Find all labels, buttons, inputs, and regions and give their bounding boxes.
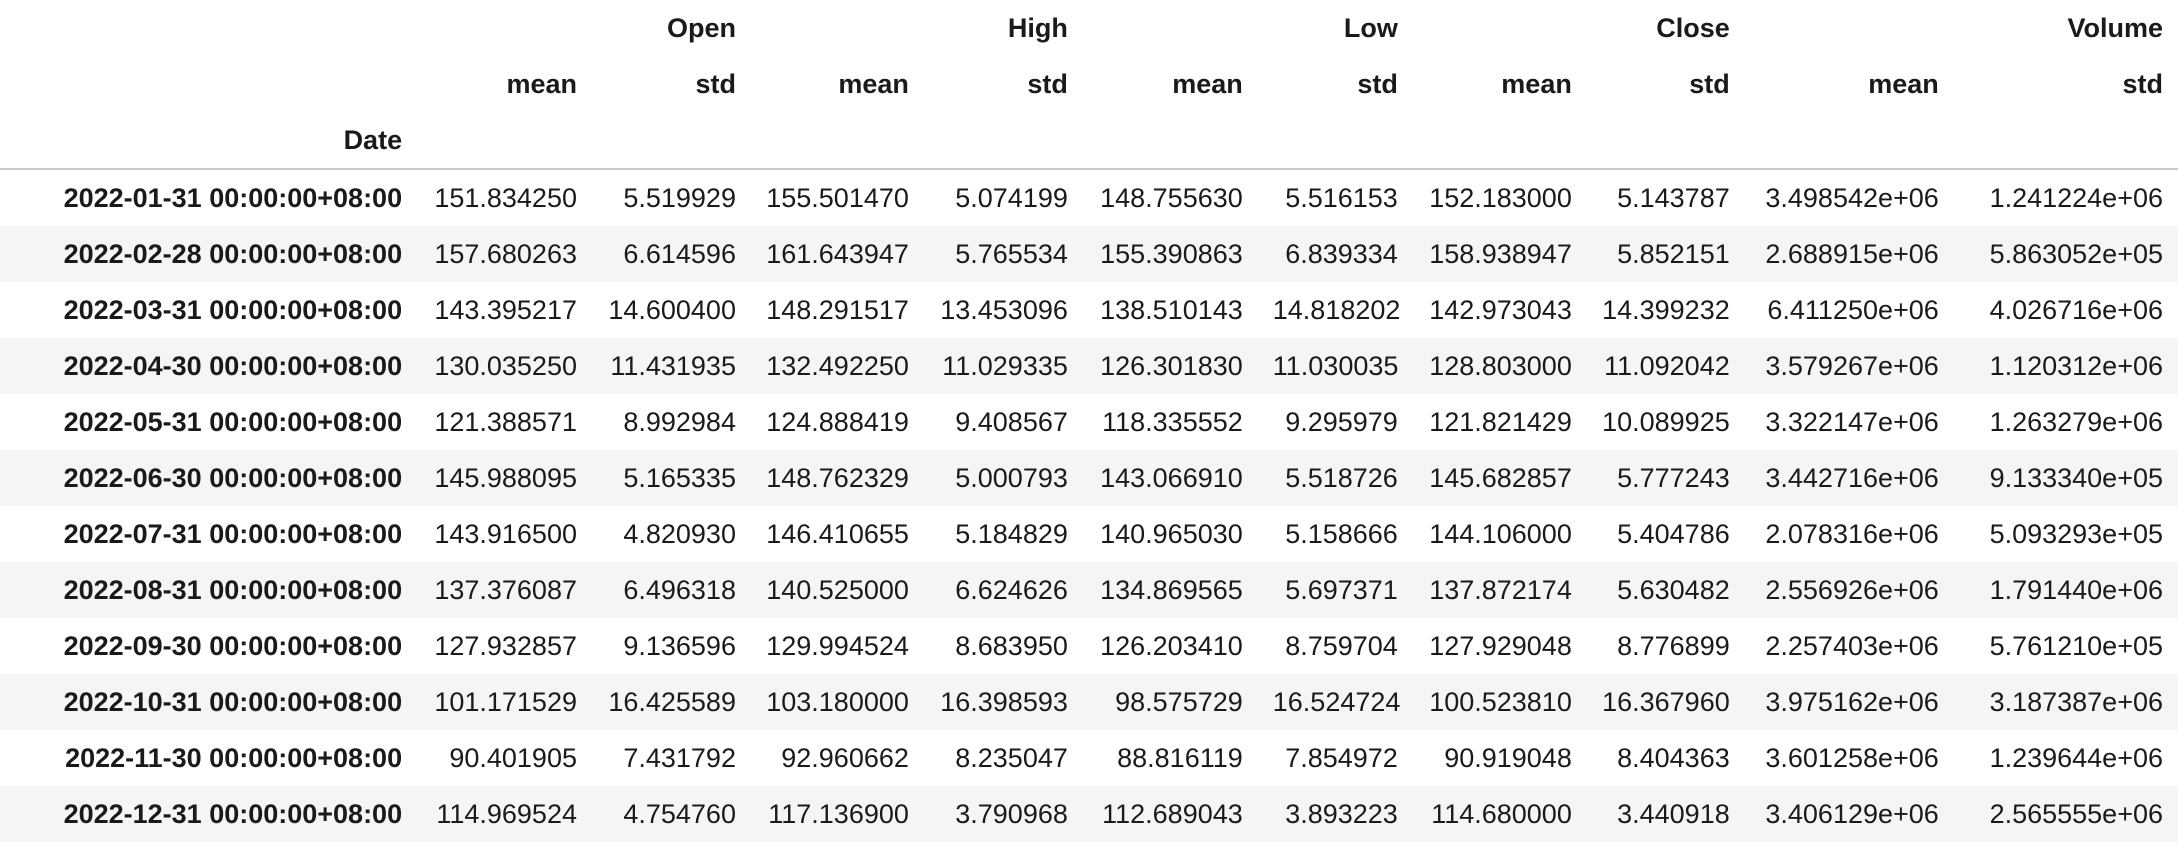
data-cell: 5.143787 xyxy=(1617,183,1730,213)
data-cell: 5.518726 xyxy=(1285,463,1398,493)
data-cell: 16.398593 xyxy=(940,687,1068,717)
data-cell: 7.431792 xyxy=(623,743,736,773)
data-cell: 6.839334 xyxy=(1285,239,1398,269)
data-cell: 4.820930 xyxy=(623,519,736,549)
data-cell: 92.960662 xyxy=(781,743,909,773)
data-cell: 3.322147e+06 xyxy=(1765,407,1939,437)
data-cell: 5.697371 xyxy=(1285,575,1398,605)
data-cell: 155.501470 xyxy=(766,183,909,213)
index-name-row xyxy=(0,112,2178,169)
data-cell: 155.390863 xyxy=(1100,239,1243,269)
data-cell: 9.133340e+05 xyxy=(1989,463,2163,493)
data-cell: 138.510143 xyxy=(1100,295,1243,325)
data-cell: 3.579267e+06 xyxy=(1765,351,1939,381)
data-cell: 148.755630 xyxy=(1100,183,1243,213)
subcol-close-std: std xyxy=(1689,69,1730,99)
data-cell: 5.404786 xyxy=(1617,519,1730,549)
data-cell: 3.442716e+06 xyxy=(1765,463,1939,493)
table-row xyxy=(0,674,2178,730)
table-row xyxy=(0,450,2178,506)
data-cell: 5.761210e+05 xyxy=(1989,631,2163,661)
data-cell: 101.171529 xyxy=(434,687,577,717)
data-cell: 5.765534 xyxy=(955,239,1068,269)
data-cell: 118.335552 xyxy=(1102,407,1243,437)
subcol-low-mean: mean xyxy=(1172,69,1243,99)
data-cell: 10.089925 xyxy=(1602,407,1730,437)
data-cell: 100.523810 xyxy=(1429,687,1572,717)
data-cell: 6.614596 xyxy=(623,239,736,269)
data-cell: 142.973043 xyxy=(1429,295,1572,325)
data-cell: 8.235047 xyxy=(955,743,1068,773)
data-cell: 126.203410 xyxy=(1100,631,1243,661)
table-body xyxy=(0,169,2178,842)
data-cell: 3.406129e+06 xyxy=(1765,799,1939,829)
table-row xyxy=(0,562,2178,618)
row-index-date: 2022-05-31 00:00:00+08:00 xyxy=(63,407,403,437)
data-cell: 5.516153 xyxy=(1285,183,1398,213)
subcol-low-std: std xyxy=(1357,69,1398,99)
data-cell: 98.575729 xyxy=(1115,687,1243,717)
data-cell: 2.257403e+06 xyxy=(1765,631,1939,661)
data-cell: 129.994524 xyxy=(766,631,909,661)
data-cell: 127.929048 xyxy=(1429,631,1572,661)
table-header xyxy=(0,0,2178,169)
data-cell: 146.410655 xyxy=(766,519,909,549)
data-cell: 9.136596 xyxy=(623,631,736,661)
table-row xyxy=(0,730,2178,786)
row-index-date: 2022-06-30 00:00:00+08:00 xyxy=(63,463,403,493)
row-index-date: 2022-07-31 00:00:00+08:00 xyxy=(63,519,403,549)
data-cell: 152.183000 xyxy=(1429,183,1572,213)
data-cell: 5.093293e+05 xyxy=(1989,519,2163,549)
row-index-date: 2022-10-31 00:00:00+08:00 xyxy=(63,687,403,717)
table-row xyxy=(0,618,2178,674)
column-group-close: Close xyxy=(1656,13,1730,43)
data-cell: 143.916500 xyxy=(434,519,577,549)
column-group-high: High xyxy=(1007,13,1068,43)
data-cell: 5.630482 xyxy=(1617,575,1730,605)
data-cell: 121.821429 xyxy=(1429,407,1572,437)
data-cell: 143.395217 xyxy=(434,295,577,325)
data-cell: 1.791440e+06 xyxy=(1989,575,2163,605)
row-index-date: 2022-11-30 00:00:00+08:00 xyxy=(65,743,403,773)
data-cell: 2.688915e+06 xyxy=(1765,239,1939,269)
data-cell: 130.035250 xyxy=(434,351,577,381)
data-cell: 134.869565 xyxy=(1100,575,1243,605)
table-row xyxy=(0,169,2178,226)
data-cell: 1.263279e+06 xyxy=(1989,407,2163,437)
data-cell: 114.969524 xyxy=(436,799,577,829)
subcol-close-mean: mean xyxy=(1501,69,1572,99)
data-cell: 3.790968 xyxy=(955,799,1068,829)
data-cell: 3.893223 xyxy=(1285,799,1398,829)
data-cell: 157.680263 xyxy=(434,239,577,269)
data-cell: 6.496318 xyxy=(623,575,736,605)
data-cell: 126.301830 xyxy=(1100,351,1243,381)
table-row xyxy=(0,394,2178,450)
data-cell: 3.187387e+06 xyxy=(1989,687,2163,717)
data-cell: 103.180000 xyxy=(766,687,909,717)
index-name-row-blank xyxy=(417,112,2178,169)
header-sub-row xyxy=(0,56,2178,112)
data-cell: 90.919048 xyxy=(1444,743,1572,773)
row-index-date: 2022-12-31 00:00:00+08:00 xyxy=(63,799,403,829)
table-row xyxy=(0,786,2178,842)
data-cell: 7.854972 xyxy=(1285,743,1398,773)
data-cell: 8.404363 xyxy=(1617,743,1730,773)
subcol-volume-std: std xyxy=(2122,69,2163,99)
index-name-label: Date xyxy=(0,112,417,169)
data-cell: 148.291517 xyxy=(766,295,909,325)
data-cell: 151.834250 xyxy=(434,183,577,213)
data-cell: 5.863052e+05 xyxy=(1989,239,2163,269)
data-cell: 2.565555e+06 xyxy=(1989,799,2163,829)
table-row xyxy=(0,282,2178,338)
data-cell: 124.888419 xyxy=(766,407,909,437)
data-cell: 5.777243 xyxy=(1617,463,1730,493)
data-cell: 90.401905 xyxy=(449,743,577,773)
data-cell: 1.120312e+06 xyxy=(1989,351,2163,381)
index-header-blank xyxy=(0,0,417,56)
table-row xyxy=(0,338,2178,394)
data-cell: 16.524724 xyxy=(1272,687,1401,717)
data-cell: 2.556926e+06 xyxy=(1765,575,1939,605)
subcol-open-std: std xyxy=(695,69,736,99)
table-row xyxy=(0,226,2178,282)
data-cell: 127.932857 xyxy=(434,631,577,661)
column-group-low: Low xyxy=(1343,13,1398,43)
row-index-date: 2022-01-31 00:00:00+08:00 xyxy=(63,183,403,213)
row-index-date: 2022-09-30 00:00:00+08:00 xyxy=(63,631,403,661)
row-index-date: 2022-08-31 00:00:00+08:00 xyxy=(63,575,403,605)
data-cell: 143.066910 xyxy=(1100,463,1243,493)
data-cell: 5.158666 xyxy=(1285,519,1398,549)
data-cell: 2.078316e+06 xyxy=(1765,519,1939,549)
data-cell: 9.295979 xyxy=(1285,407,1398,437)
data-cell: 3.440918 xyxy=(1617,799,1730,829)
data-cell: 11.431935 xyxy=(610,351,736,381)
data-cell: 14.818202 xyxy=(1272,295,1401,325)
data-cell: 16.425589 xyxy=(608,687,736,717)
subcol-high-std: std xyxy=(1027,69,1068,99)
data-cell: 112.689043 xyxy=(1102,799,1243,829)
data-cell: 6.624626 xyxy=(955,575,1068,605)
data-cell: 5.519929 xyxy=(623,183,736,213)
row-index-date: 2022-03-31 00:00:00+08:00 xyxy=(63,295,403,325)
data-cell: 148.762329 xyxy=(766,463,909,493)
data-cell: 8.992984 xyxy=(623,407,736,437)
row-index-date: 2022-04-30 00:00:00+08:00 xyxy=(63,351,403,381)
data-cell: 6.411250e+06 xyxy=(1767,295,1939,325)
index-subheader-blank xyxy=(0,56,417,112)
data-cell: 8.683950 xyxy=(955,631,1068,661)
data-cell: 4.754760 xyxy=(623,799,736,829)
data-cell: 3.601258e+06 xyxy=(1765,743,1939,773)
data-cell: 5.074199 xyxy=(955,183,1068,213)
data-cell: 16.367960 xyxy=(1602,687,1730,717)
column-group-open: Open xyxy=(666,13,736,43)
data-cell: 14.399232 xyxy=(1602,295,1730,325)
data-cell: 11.092042 xyxy=(1604,351,1730,381)
data-cell: 144.106000 xyxy=(1429,519,1572,549)
data-cell: 128.803000 xyxy=(1429,351,1572,381)
header-group-row xyxy=(0,0,2178,56)
data-cell: 1.241224e+06 xyxy=(1989,183,2163,213)
data-cell: 140.965030 xyxy=(1100,519,1243,549)
data-cell: 121.388571 xyxy=(434,407,577,437)
data-cell: 137.376087 xyxy=(434,575,577,605)
subcol-volume-mean: mean xyxy=(1868,69,1939,99)
table-row xyxy=(0,506,2178,562)
data-cell: 5.852151 xyxy=(1617,239,1730,269)
data-cell: 11.030035 xyxy=(1272,351,1399,381)
data-cell: 9.408567 xyxy=(955,407,1068,437)
data-cell: 5.184829 xyxy=(955,519,1068,549)
data-cell: 5.165335 xyxy=(623,463,736,493)
subcol-open-mean: mean xyxy=(506,69,577,99)
data-cell: 88.816119 xyxy=(1117,743,1243,773)
data-cell: 3.975162e+06 xyxy=(1765,687,1939,717)
data-cell: 14.600400 xyxy=(608,295,736,325)
data-cell: 1.239644e+06 xyxy=(1989,743,2163,773)
column-group-volume: Volume xyxy=(2067,13,2163,43)
data-cell: 145.682857 xyxy=(1429,463,1572,493)
data-cell: 140.525000 xyxy=(766,575,909,605)
data-cell: 5.000793 xyxy=(955,463,1068,493)
data-cell: 117.136900 xyxy=(768,799,909,829)
row-index-date: 2022-02-28 00:00:00+08:00 xyxy=(63,239,403,269)
data-cell: 8.776899 xyxy=(1617,631,1730,661)
data-cell: 4.026716e+06 xyxy=(1989,295,2163,325)
data-cell: 132.492250 xyxy=(766,351,909,381)
data-cell: 13.453096 xyxy=(940,295,1068,325)
subcol-high-mean: mean xyxy=(838,69,909,99)
data-cell: 137.872174 xyxy=(1429,575,1572,605)
data-cell: 114.680000 xyxy=(1431,799,1572,829)
data-cell: 161.643947 xyxy=(766,239,909,269)
data-cell: 8.759704 xyxy=(1285,631,1398,661)
data-cell: 158.938947 xyxy=(1429,239,1572,269)
data-cell: 11.029335 xyxy=(942,351,1068,381)
data-cell: 3.498542e+06 xyxy=(1765,183,1939,213)
data-cell: 145.988095 xyxy=(434,463,577,493)
